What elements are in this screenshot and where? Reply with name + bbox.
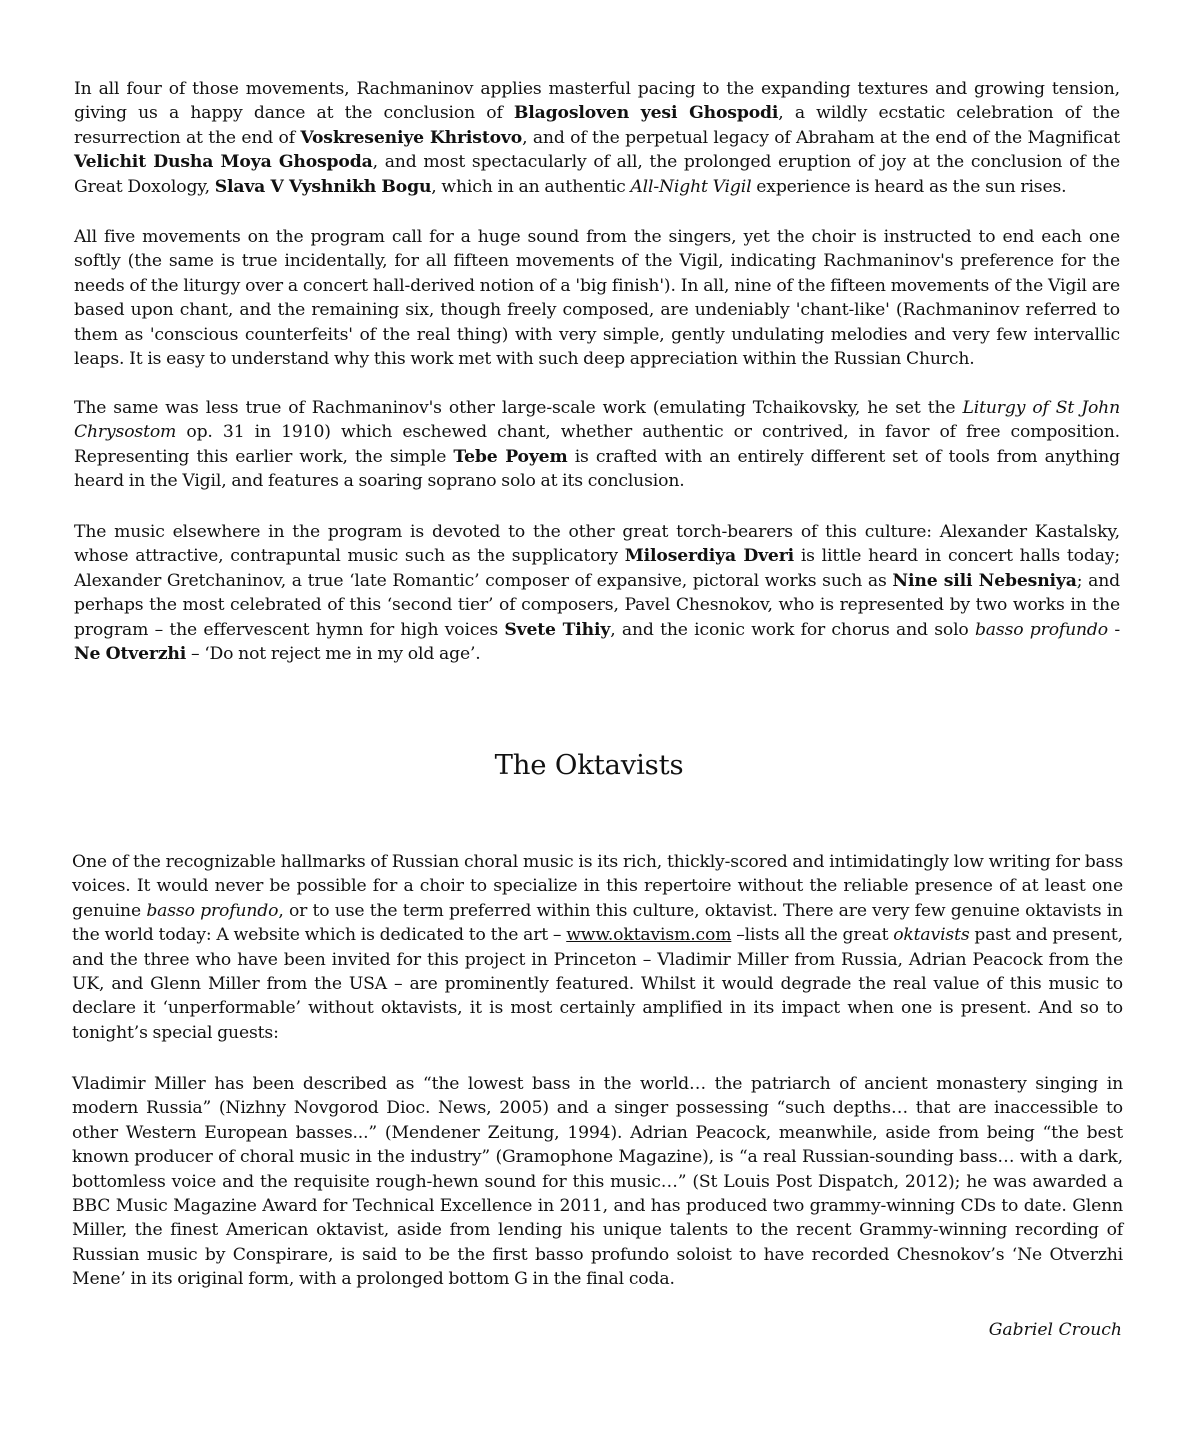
- text-run: All five movements on the program call for a huge sound from the singers, yet the choir is instructed to end each one softly (the same is true incidentally, for all fifteen movements of the Vigil, indicating Rachmaninov's preference for the needs of the liturgy over a concert hall-derived notion of a 'big finish'). In all, nine of the fifteen movements of the Vigil are based upon chant, and the remaining six, though freely composed, are undeniably 'chant-like' (Rachmaninov referred to them as 'conscious counterfeits' of the real thing) with very simple, gently undulating melodies and very few intervallic leaps. It is easy to understand why this work met with such deep appreciation within the Russian Church.: [74, 227, 1120, 370]
- paragraph-five-movements: [74, 225, 1120, 371]
- text-run: , and the iconic work for chorus and solo: [610, 619, 975, 640]
- work-title: Miloserdiya Dveri: [624, 546, 795, 567]
- text-run: is crafted with an entirely different set of tools from anything heard in the Vigil, and features a soaring soprano solo at its conclusion.: [74, 446, 1120, 492]
- section-heading: The Oktavists: [494, 749, 684, 781]
- text-run: op. 31 in 1910) which eschewed chant, whether authentic or contrived, in favor of free composition. Representing this earlier work, the simple: [74, 422, 1120, 467]
- text-run: The same was less true of Rachmaninov's other large-scale work (emulating Tchaikovsky, he set the: [74, 398, 963, 418]
- paragraph-pacing: [74, 77, 1120, 199]
- work-title: Tebe Poyem: [453, 446, 568, 467]
- work-title: Ne Otverzhi: [74, 644, 187, 665]
- text-run: – ‘Do not reject me in my old age’.: [186, 644, 481, 665]
- text-run: past and present, and the three who have been invited for this project in Princeton – Vladimir Miller from Russia, Adrian Peacock from the UK, and Glenn Miller from the USA – are prominently featured. Whilst it would degrade the real value of this music to declare it ‘unperformable’ without oktavists, it is most certainly amplified in its impact when one is present. And so to tonight’s special guests:: [72, 925, 1123, 1043]
- paragraph-torch-bearers: [74, 520, 1120, 666]
- oktavism-link[interactable]: www.oktavism.com: [566, 925, 732, 946]
- work-title: Blagosloven yesi Ghospodi: [513, 103, 779, 124]
- text-run: is little heard in concert halls today; Alexander Gretchaninov, a true ‘late Romantic’ composer of expansive, pictoral works such as: [74, 546, 1120, 591]
- paragraph-hallmarks: [72, 850, 1123, 1045]
- author-signature: Gabriel Crouch: [988, 1320, 1122, 1340]
- text-run: , which in an authentic: [431, 176, 631, 197]
- work-title: Svete Tihiy: [504, 619, 611, 640]
- work-title: Slava V Vyshnikh Bogu: [214, 176, 432, 197]
- paragraph-guests: [72, 1072, 1123, 1292]
- text-run: One of the recognizable hallmarks of Russian choral music is its rich, thickly-scored and intimidatingly low writing for bass voices. It would never be possible for a choir to specialize in this repertoire without the reliable presence of at least one genuine: [72, 852, 1123, 921]
- text-run: In all four of those movements, Rachmaninov applies masterful pacing to the expanding textures and growing tension, giving us a happy dance at the conclusion of: [74, 79, 1120, 124]
- italic-term: basso profundo: [146, 900, 279, 921]
- text-run: experience is heard as the sun rises.: [751, 176, 1067, 197]
- italic-title: All-Night Vigil: [630, 176, 752, 197]
- work-title: Velichit Dusha Moya Ghospoda: [74, 152, 373, 173]
- work-title: Nine sili Nebesniya: [892, 570, 1077, 591]
- text-run: The music elsewhere in the program is devoted to the other great torch-bearers of this culture: Alexander Kastalsky, whose attractive, contrapuntal music such as the supplicatory: [74, 522, 1120, 567]
- italic-term: basso profundo: [974, 619, 1108, 640]
- text-run: , or to use the term preferred within this culture, oktavist. There are very few genuine oktavists in the world today: A website which is dedicated to the art –: [72, 900, 1123, 946]
- italic-term: oktavists: [893, 925, 970, 946]
- text-run: , and most spectacularly of all, the prolonged eruption of joy at the conclusion of the Great Doxology,: [74, 152, 1120, 197]
- text-run: , a wildly ecstatic celebration of the resurrection at the end of: [74, 103, 1121, 148]
- text-run: -: [1108, 619, 1120, 640]
- paragraph-liturgy: [74, 396, 1120, 494]
- text-run: , and of the perpetual legacy of Abraham at the end of the Magnificat: [522, 127, 1120, 148]
- work-title: Voskreseniye Khristovo: [300, 127, 523, 148]
- text-run: –lists all the great: [731, 925, 894, 946]
- text-run: ; and perhaps the most celebrated of this ‘second tier’ of composers, Pavel Chesnokov, who is represented by two works in the program – the effervescent hymn for high voices: [74, 570, 1121, 640]
- italic-title: Liturgy of St John Chrysostom: [74, 398, 1121, 443]
- text-run: Vladimir Miller has been described as “the lowest bass in the world… the patriarch of ancient monastery singing in modern Russia” (Nizhny Novgorod Dioc. News, 2005) and a singer possessing “such depths… that are inaccessible to other Western European basses...” (Mendener Zeitung, 1994). Adrian Peacock, meanwhile, aside from being “the best known producer of choral music in the industry” (Gramophone Magazine), is “a real Russian-sounding bass… with a dark, bottomless voice and the requisite rough-hewn sound for this music…” (St Louis Post Dispatch, 2012); he was awarded a BBC Music Magazine Award for Technical Excellence in 2011, and has produced two grammy-winning CDs to date. Glenn Miller, the finest American oktavist, aside from lending his unique talents to the recent Grammy-winning recording of Russian music by Conspirare, is said to be the first basso profundo soloist to have recorded Chesnokov’s ‘Ne Otverzhi Mene’ in its original form, with a prolonged bottom G in the final coda.: [72, 1074, 1123, 1290]
